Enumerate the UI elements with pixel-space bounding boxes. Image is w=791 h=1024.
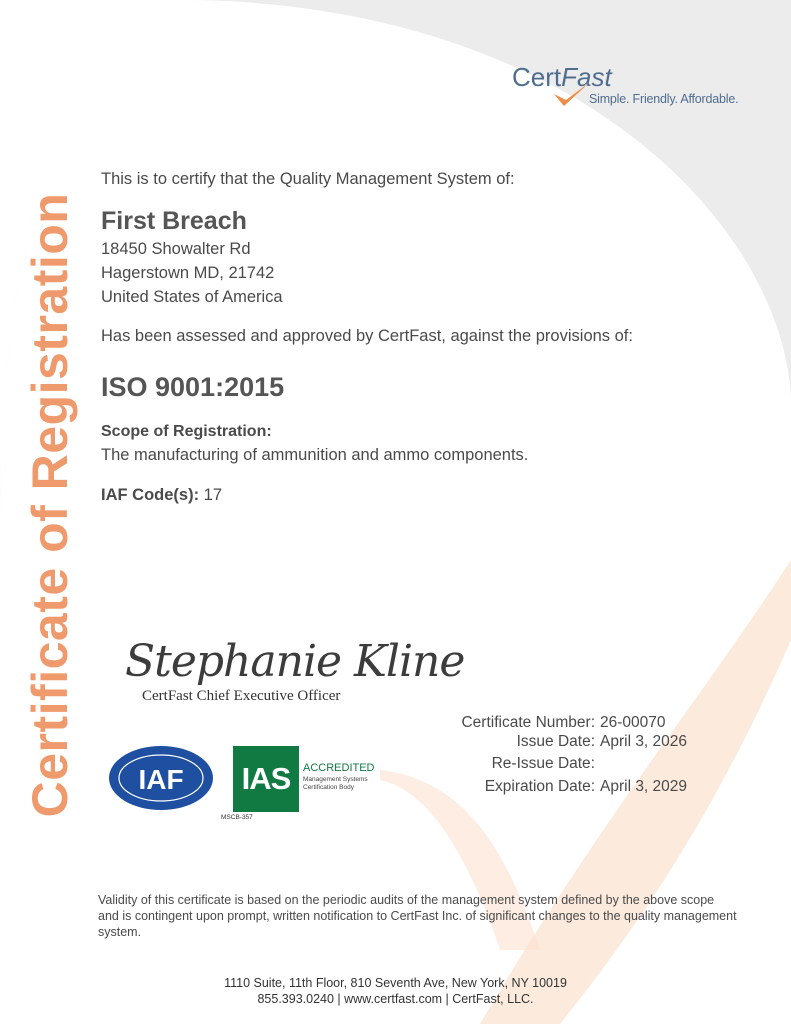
detail-label: Re-Issue Date: (491, 755, 595, 772)
address-country: United States of America (101, 288, 283, 306)
ias-subtitle-2: Certification Body (303, 784, 354, 791)
side-title: Certificate of Registration (22, 192, 78, 818)
detail-label: Issue Date: (516, 733, 595, 750)
scope-label: Scope of Registration: (101, 423, 272, 440)
address-line-1: 18450 Showalter Rd (101, 240, 251, 258)
company-name: First Breach (101, 207, 247, 235)
signature: Stephanie Kline (125, 636, 465, 687)
assessed-text: Has been assessed and approved by CertFast, against the provisions of: (101, 327, 633, 345)
intro-text: This is to certify that the Quality Management System of: (101, 170, 515, 188)
validity-text: Validity of this certificate is based on the periodic audits of the management system defined by the above scope and is contingent upon prompt, written notification to CertFast Inc. of significant changes to the quality management system. (98, 893, 737, 939)
iaf-logo (108, 745, 214, 811)
logo-tagline: Simple. Friendly. Affordable. (589, 92, 739, 106)
ias-logo (233, 746, 373, 822)
iaf-code-label: IAF Code(s): (101, 486, 200, 504)
iaf-code-value: 17 (203, 486, 223, 504)
ias-logo-box: IAS (233, 746, 299, 812)
scope-text: The manufacturing of ammunition and ammo components. (101, 446, 529, 464)
logo-wordmark: CertFast (512, 62, 612, 92)
detail-label: Expiration Date: (484, 778, 595, 795)
ias-code: MSCB-357 (221, 814, 253, 821)
checkmark-icon (550, 80, 592, 110)
iaf-logo-text: IAF (138, 764, 184, 795)
footer-contact: 855.393.0240 | www.certfast.com | CertFast, LLC. (257, 992, 534, 1006)
address-line-2: Hagerstown MD, 21742 (101, 264, 275, 282)
detail-value: April 3, 2029 (600, 778, 688, 795)
footer-address: 1110 Suite, 11th Floor, 810 Seventh Ave, New York, NY 10019 (224, 976, 567, 990)
detail-value: April 3, 2026 (600, 733, 688, 750)
ias-subtitle-1: Management Systems (303, 776, 368, 783)
ias-accredited: ACCREDITED (303, 762, 375, 774)
detail-label: Certificate Number: (461, 714, 595, 731)
iaf-code (101, 486, 222, 505)
certfast-logo (512, 62, 744, 114)
standard-name: ISO 9001:2015 (101, 372, 285, 402)
detail-value: 26-00070 (600, 714, 666, 731)
signer-title: CertFast Chief Executive Officer (142, 688, 341, 704)
